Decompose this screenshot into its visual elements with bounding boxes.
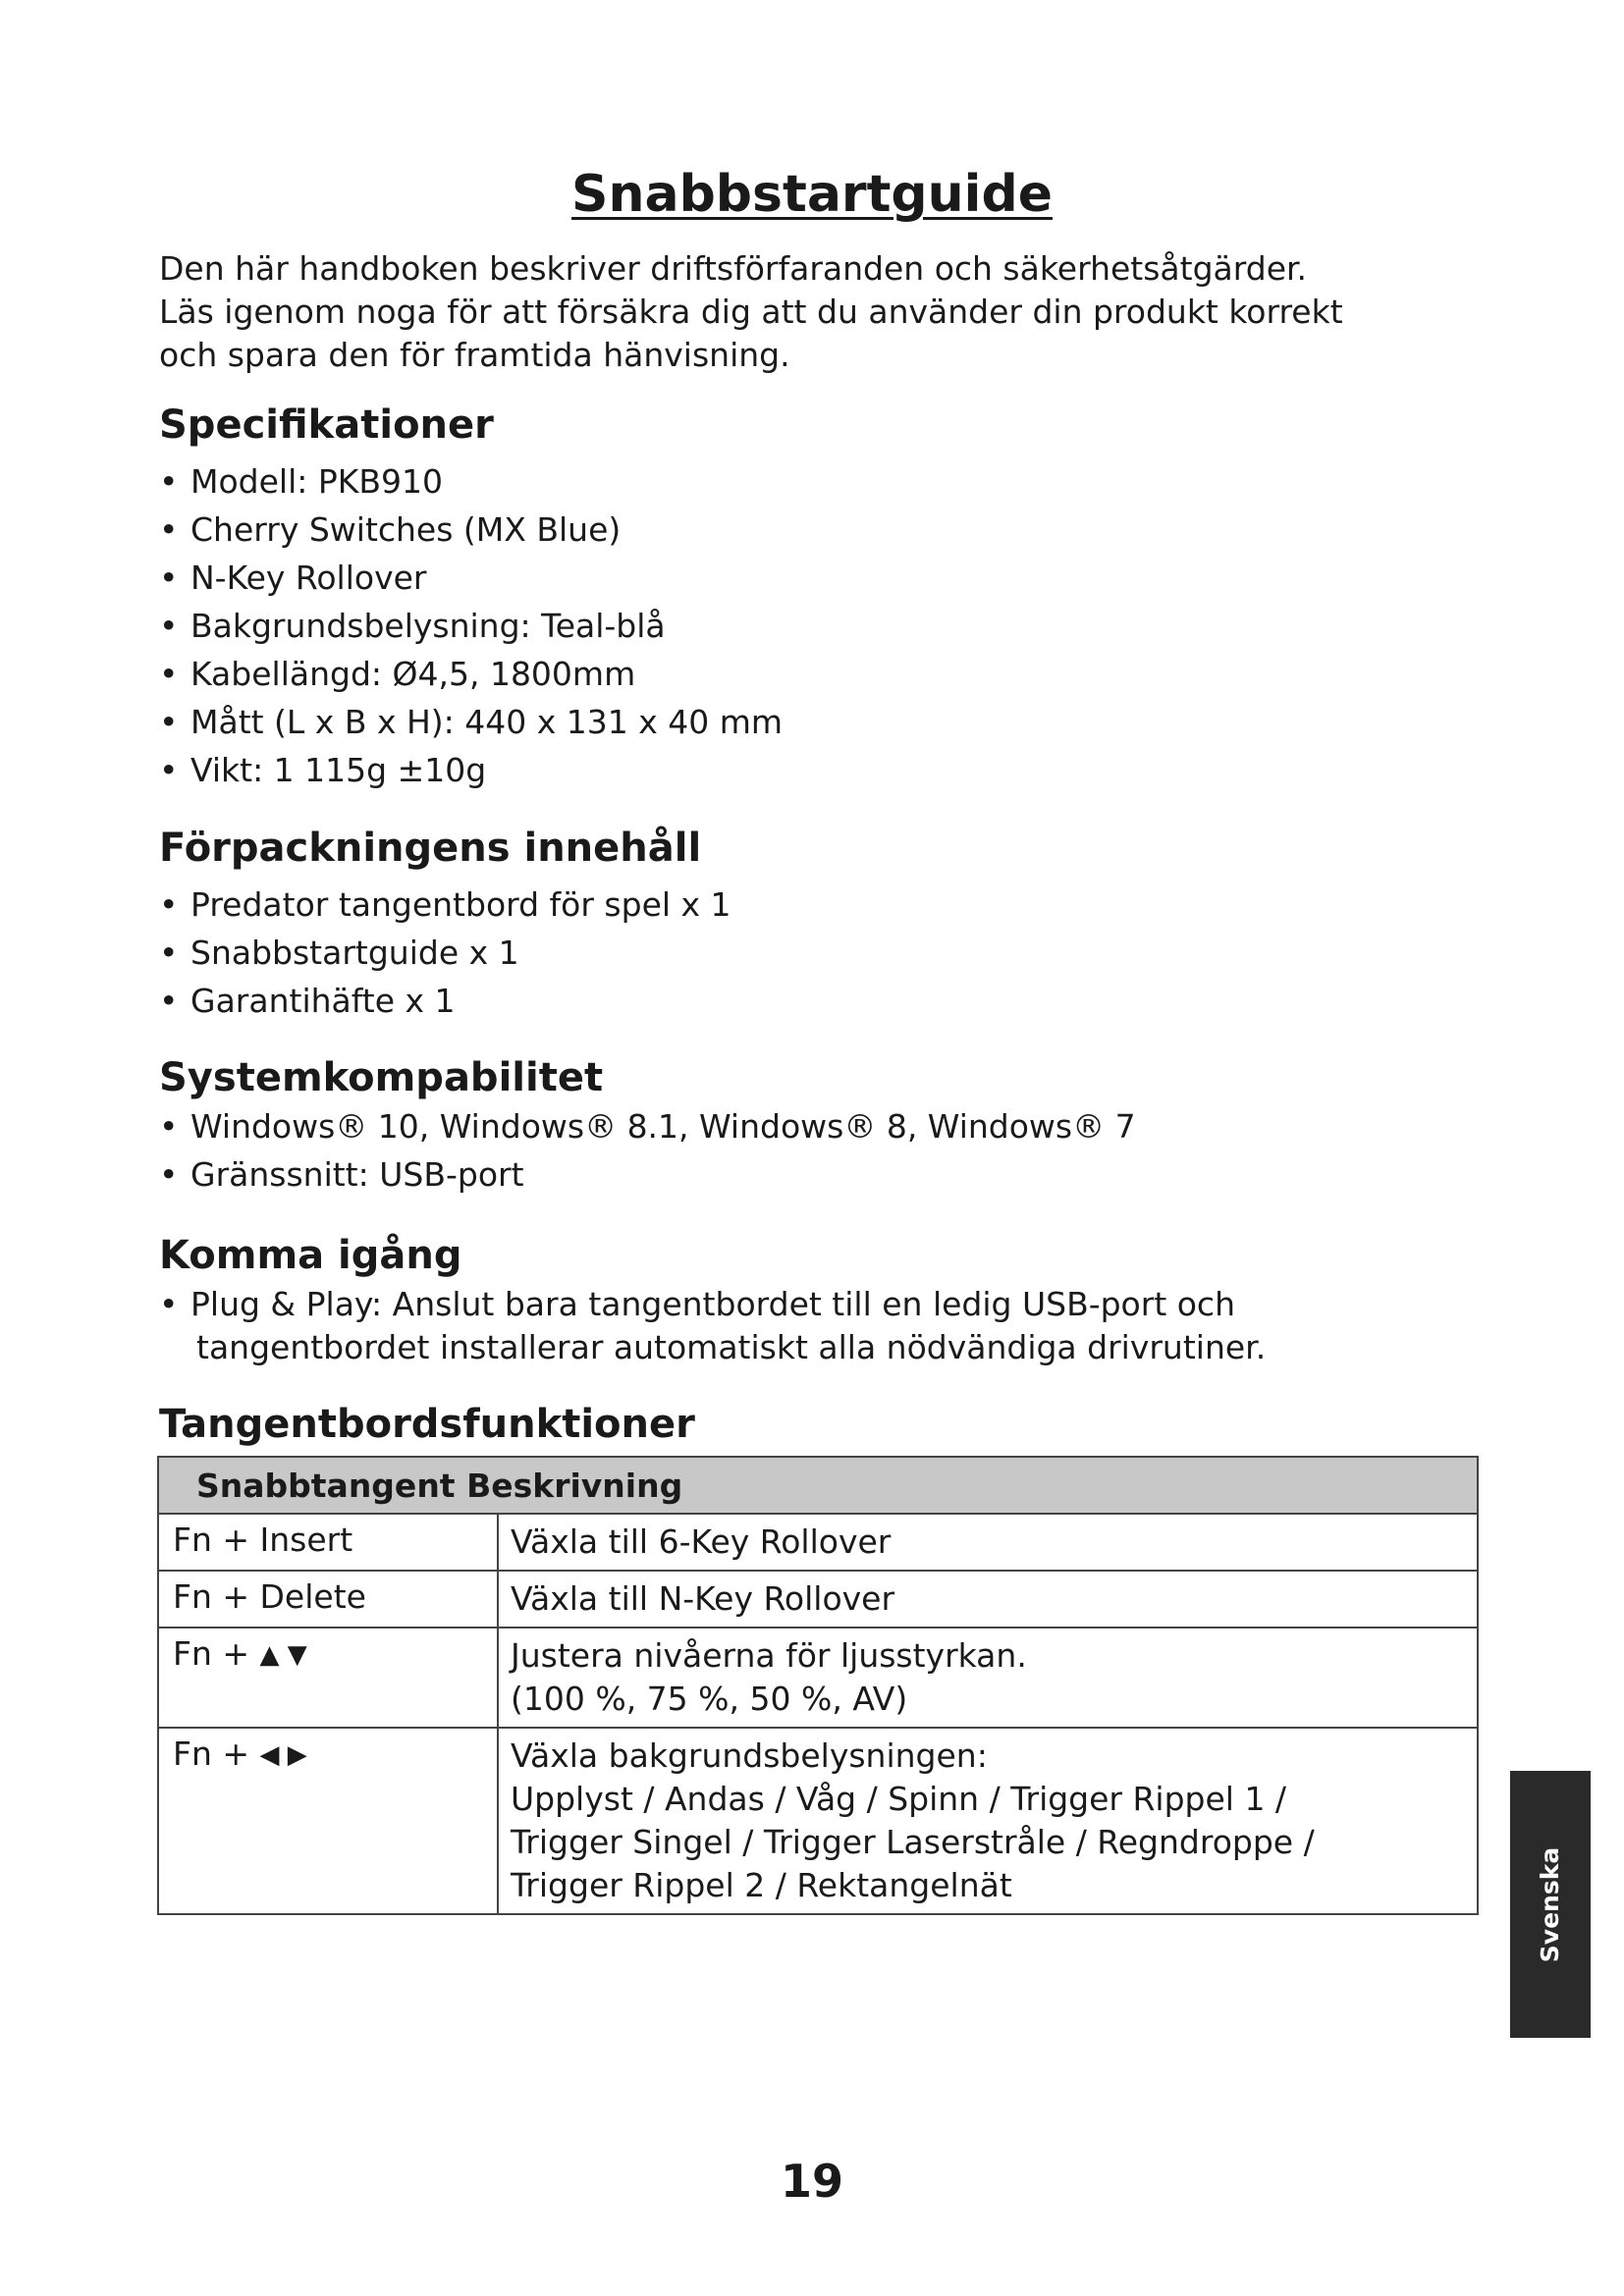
list-item: • Garantihäfte x 1 (159, 977, 731, 1025)
specs-heading: Specifikationer (159, 402, 494, 448)
list-item: • Windows® 10, Windows® 8.1, Windows® 8, Windows® 7 (159, 1102, 1136, 1150)
description-cell (498, 1571, 1478, 1628)
start-list (159, 1283, 1266, 1369)
description-line: Justera nivåerna för ljusstyrkan. (511, 1636, 1027, 1675)
intro-line: och spara den för framtida hänvisning. (159, 336, 790, 374)
page-number: 19 (780, 2155, 843, 2208)
hotkey-cell (158, 1628, 498, 1728)
list-item: • Kabellängd: Ø4,5, 1800mm (159, 650, 783, 698)
list-item: • Snabbstartguide x 1 (159, 929, 731, 977)
left-right-arrow-icon: ◀ ▶ (259, 1740, 307, 1770)
table-row (158, 1514, 1478, 1571)
table-row (158, 1628, 1478, 1728)
list-item: • Modell: PKB910 (159, 457, 783, 506)
hotkey-cell: Fn + Insert (158, 1514, 498, 1571)
language-tab-label: Svenska (1536, 1846, 1565, 1962)
description-line: Trigger Singel / Trigger Laserstråle / Regndroppe / (511, 1823, 1315, 1861)
page-title: Snabbstartguide (571, 165, 1053, 224)
list-item-line: Plug & Play: Anslut bara tangentbordet till en ledig USB-port och (190, 1285, 1235, 1323)
hotkey-label: Fn + (173, 1634, 250, 1673)
description-line: Växla bakgrundsbelysningen: (511, 1736, 988, 1775)
list-item: • N-Key Rollover (159, 554, 783, 602)
compat-list (159, 1102, 1136, 1199)
hotkey-cell (158, 1728, 498, 1914)
list-item: • Cherry Switches (MX Blue) (159, 506, 783, 554)
intro-line: Den här handboken beskriver driftsförfaranden och säkerhetsåtgärder. (159, 249, 1308, 288)
start-heading: Komma igång (159, 1233, 462, 1278)
description-line: (100 %, 75 %, 50 %, AV) (511, 1680, 908, 1718)
description-line: Växla till 6-Key Rollover (511, 1522, 892, 1561)
description-line: Trigger Rippel 2 / Rektangelnät (511, 1866, 1012, 1904)
keyboard-functions-table (157, 1456, 1479, 1915)
description-cell (498, 1514, 1478, 1571)
list-item: • Bakgrundsbelysning: Teal-blå (159, 602, 783, 650)
compat-heading: Systemkompabilitet (159, 1055, 604, 1100)
list-item (159, 1283, 1266, 1369)
table-row (158, 1728, 1478, 1914)
language-tab (1510, 1771, 1591, 2038)
table-row (158, 1571, 1478, 1628)
description-line: Upplyst / Andas / Våg / Spinn / Trigger Rippel 1 / (511, 1780, 1287, 1818)
functions-heading: Tangentbordsfunktioner (159, 1402, 695, 1447)
list-item: • Predator tangentbord för spel x 1 (159, 881, 731, 929)
description-line: Växla till N-Key Rollover (511, 1579, 895, 1618)
intro-paragraph (159, 247, 1494, 377)
package-heading: Förpackningens innehåll (159, 826, 702, 871)
up-down-arrow-icon: ▲ ▼ (259, 1640, 307, 1670)
intro-line: Läs igenom noga för att försäkra dig att du använder din produkt korrekt (159, 293, 1343, 331)
package-list (159, 881, 731, 1025)
description-cell (498, 1728, 1478, 1914)
specs-list (159, 457, 783, 794)
table-header-row (158, 1457, 1478, 1514)
hotkey-label: Fn + (173, 1735, 250, 1773)
list-item: • Mått (L x B x H): 440 x 131 x 40 mm (159, 698, 783, 746)
table-header: Snabbtangent Beskrivning (158, 1457, 1478, 1514)
hotkey-cell: Fn + Delete (158, 1571, 498, 1628)
list-item: • Vikt: 1 115g ±10g (159, 746, 783, 794)
list-item-line: tangentbordet installerar automatiskt alla nödvändiga drivrutiner. (196, 1328, 1267, 1366)
description-cell (498, 1628, 1478, 1728)
list-item: • Gränssnitt: USB-port (159, 1150, 1136, 1199)
